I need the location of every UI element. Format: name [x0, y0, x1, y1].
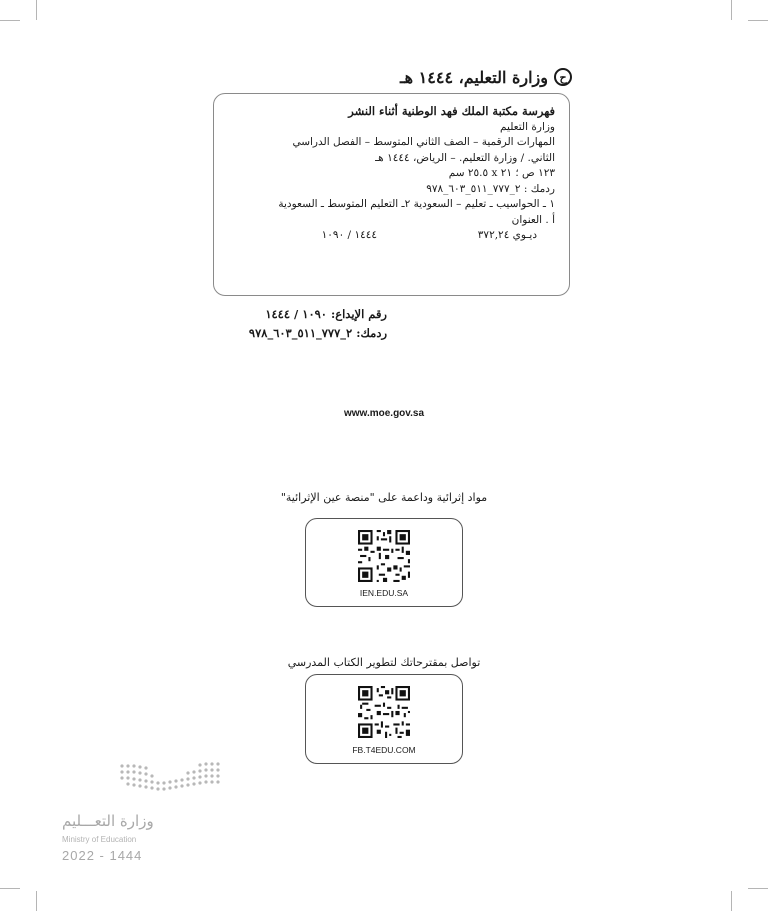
copyright-line — [372, 66, 572, 88]
deposit-isbn: ردمك: ٢_٧٧٧_٥١١_٦٠٣_٩٧٨ — [248, 326, 387, 340]
deposit-number: رقم الإيداع: ١٠٩٠ / ١٤٤٤ — [265, 307, 387, 321]
crop-mark — [731, 0, 732, 20]
cip-title-line: المهارات الرقمية – الصف الثاني المتوسط – الفصل الدراسي — [292, 136, 555, 148]
crop-mark — [748, 888, 768, 889]
crop-mark — [36, 0, 37, 20]
qr-code-icon — [358, 530, 410, 582]
copyright-icon: ح — [554, 68, 572, 86]
moe-logo-icon — [60, 760, 240, 810]
cip-isbn: ردمك : ٢_٧٧٧_٥١١_٦٠٣_٩٧٨ — [426, 182, 555, 195]
cip-title-entry: أ . العنوان — [511, 213, 555, 226]
crop-mark — [748, 20, 768, 21]
cip-subjects: ١ ـ الحواسيب ـ تعليم – السعودية ٢ـ التعليم المتوسط ـ السعودية — [278, 198, 555, 210]
ien-qr-caption: IEN.EDU.SA — [359, 588, 409, 598]
crop-mark — [731, 891, 732, 911]
moe-arabic-name: وزارة التعـــليم — [62, 812, 154, 830]
qr-code-icon — [358, 686, 410, 738]
crop-mark — [36, 891, 37, 911]
moe-english-name: Ministry of Education — [62, 835, 137, 844]
ien-section-title: مواد إثرائية وداعمة على "منصة عين الإثرائية" — [280, 491, 488, 504]
cip-classification-row — [228, 228, 555, 244]
feedback-section-title: تواصل بمقترحاتك لتطوير الكتاب المدرسي — [287, 656, 481, 669]
crop-mark — [0, 20, 20, 21]
cip-author: وزارة التعليم — [500, 120, 555, 133]
legal-deposit — [232, 305, 387, 343]
cip-dewey: ديـوي ٣٧٢,٢٤ — [477, 229, 537, 241]
cip-record-box — [213, 93, 570, 296]
copyright-text: وزارة التعليم، ١٤٤٤ هـ — [399, 67, 548, 87]
cip-deposit-number: ١٤٤٤ / ١٠٩٠ — [321, 229, 377, 241]
feedback-qr-caption: FB.T4EDU.COM — [352, 745, 416, 755]
cip-physical-description: ١٢٣ ص ؛ ٢١ x ٢٥.٥ سم — [448, 167, 555, 179]
cip-title-line: الثاني. / وزارة التعليم. – الرياض، ١٤٤٤ هـ — [375, 151, 555, 164]
crop-mark — [0, 888, 20, 889]
website-link[interactable]: www.moe.gov.sa — [343, 408, 425, 419]
moe-year: 2022 - 1444 — [62, 848, 143, 863]
cip-heading: فهرسة مكتبة الملك فهد الوطنية أثناء النشر — [348, 104, 555, 118]
feedback-qr-card[interactable] — [305, 674, 463, 764]
ien-qr-card[interactable] — [305, 518, 463, 607]
